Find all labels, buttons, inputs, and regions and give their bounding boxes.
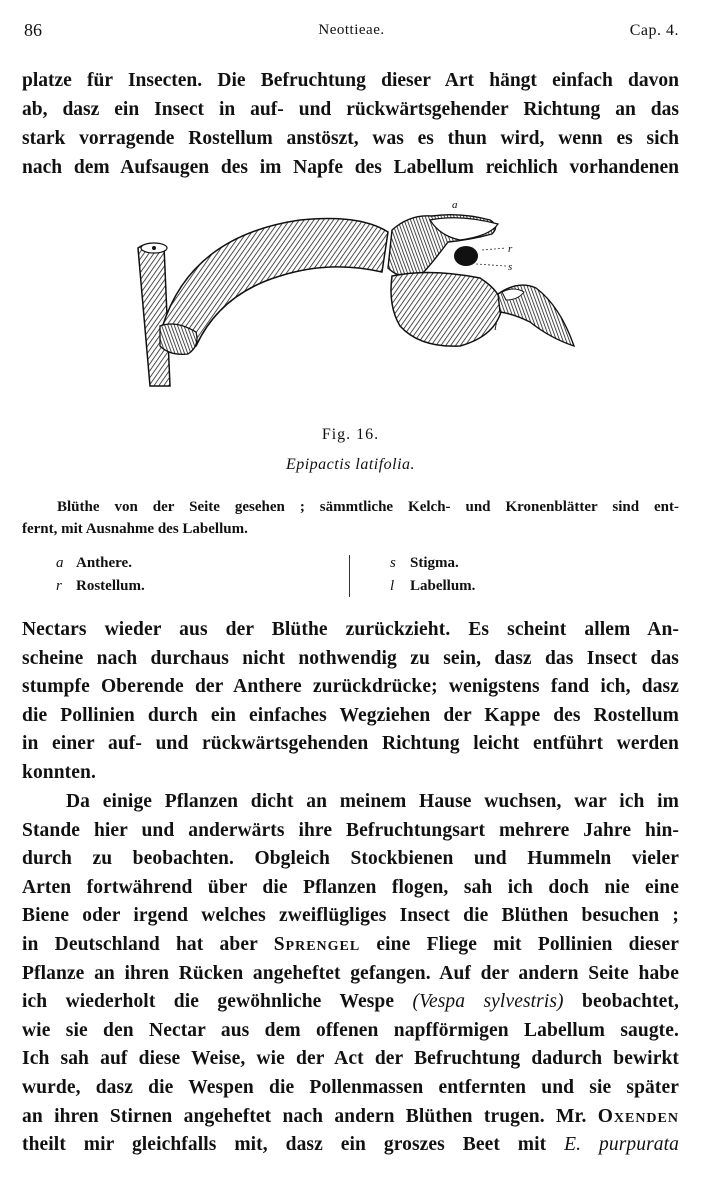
figure-legend-right (390, 552, 475, 598)
text-line: Nectars wieder aus der Blüthe zurückzieht. Es scheint allem An- (22, 619, 679, 640)
text-line: Pflanze an ihren Rücken angeheftet gefangen. Auf der andern Seite habe (22, 962, 679, 984)
paragraph-1 (22, 66, 679, 182)
paragraph-3 (22, 788, 679, 1160)
text-segment: an ihren Stirnen angeheftet nach andern Blüthen trugen. Mr. (22, 1105, 598, 1127)
text-line: stumpfe Oberende der Anthere zurückdrücke; wenigstens fand ich, dasz (22, 676, 679, 698)
text-segment: beobachtet, (563, 991, 680, 1013)
text-segment: eine Fliege mit Pollinien dieser (360, 933, 679, 955)
figure-caption (22, 496, 679, 540)
label-l: l (494, 321, 498, 333)
caption-line: fernt, mit Ausnahme des Labellum. (22, 521, 248, 537)
text-line: in einer auf- und rückwärtsgehenden Richtung leicht entführt werden (22, 733, 679, 755)
figure-legend-left (56, 552, 145, 598)
text-segment: ich wiederholt die gewöhnliche Wespe (22, 991, 413, 1013)
text-segment: in Deutschland hat aber (22, 933, 274, 955)
chapter-label: Cap. 4. (629, 22, 679, 39)
legend-key: s (390, 555, 396, 571)
rostellum-shape (454, 246, 478, 266)
legend-key: a (56, 555, 64, 571)
legend-item (56, 552, 145, 575)
text-segment: theilt mir gleichfalls mit, dasz ein groszes Beet mit (22, 1134, 565, 1156)
legend-text: Stigma. (410, 555, 459, 571)
labellum-shape (391, 272, 502, 346)
species-name: E. purpurata (564, 1134, 679, 1156)
text-line: platze für Insecten. Die Befruchtung dieser Art hängt einfach davon (22, 70, 679, 91)
label-r: r (508, 243, 513, 255)
legend-item (56, 575, 145, 598)
page-number: 86 (24, 20, 42, 40)
figure-number: Fig. 16. (321, 426, 380, 443)
text-line (22, 1131, 679, 1160)
author-name-sprengel: Sprengel (273, 933, 361, 955)
text-line: konnten. (22, 761, 96, 783)
epipactis-flower-drawing (130, 196, 580, 396)
legend-text: Labellum. (410, 578, 476, 594)
text-line: Stande hier und anderwärts ihre Befruchtungsart mehrere Jahre hin- (22, 819, 679, 841)
stem-shape (138, 243, 170, 386)
text-line (22, 931, 679, 960)
text-line: wurde, dasz die Wespen die Pollenmassen entfernten und sie später (22, 1076, 679, 1098)
legend-divider (349, 555, 350, 597)
text-line: Biene oder irgend welches zweiflügliges Insect die Blüthen besuchen ; (22, 905, 679, 927)
text-line: Da einige Pflanzen dicht an meinem Hause wuchsen, war ich im (66, 791, 679, 812)
text-line (22, 988, 679, 1017)
text-line: scheine nach durchaus nicht nothwendig zu sein, dasz das Insect das (22, 647, 679, 669)
text-line: durch zu beobachten. Obgleich Stockbienen und Hummeln vieler (22, 848, 679, 870)
figure-title: Epipactis latifolia. (285, 456, 416, 473)
ovary-shape (162, 219, 388, 352)
paragraph-2 (22, 616, 679, 788)
flower-illustration (130, 196, 580, 396)
text-line: ab, dasz ein Insect in auf- und rückwärtsgehender Richtung an das (22, 99, 679, 120)
text-line (22, 1103, 679, 1132)
label-s: s (508, 261, 513, 273)
text-line: Arten fortwährend über die Pflanzen flogen, sah ich doch nie eine (22, 876, 679, 898)
legend-item (390, 575, 475, 598)
legend-text: Anthere. (76, 555, 132, 571)
label-a: a (452, 199, 458, 211)
text-line: wie sie den Nectar aus dem offenen napfförmigen Labellum saugte. (22, 1019, 679, 1041)
text-line: die Pollinien durch ein einfaches Wegziehen der Kappe des Rostellum (22, 704, 679, 726)
text-line: stark vorragende Rostellum anstöszt, was es thun wird, wenn es sich (22, 128, 679, 149)
legend-key: r (56, 578, 62, 594)
running-header (24, 20, 679, 46)
legend-item (390, 552, 475, 575)
text-line: Ich sah auf diese Weise, wie der Act der Befruchtung dadurch bewirkt (22, 1048, 679, 1070)
caption-line: Blüthe von der Seite gesehen ; sämmtliche Kelch- und Kronenblätter sind ent- (57, 499, 679, 515)
section-title: Neottieae. (318, 22, 385, 38)
species-name: (Vespa sylvestris) (412, 991, 564, 1013)
text-line: nach dem Aufsaugen des im Napfe des Labellum reichlich vorhandenen (22, 157, 679, 178)
legend-text: Rostellum. (76, 578, 145, 594)
legend-key: l (390, 578, 395, 594)
author-name-oxenden: Oxenden (597, 1105, 679, 1127)
